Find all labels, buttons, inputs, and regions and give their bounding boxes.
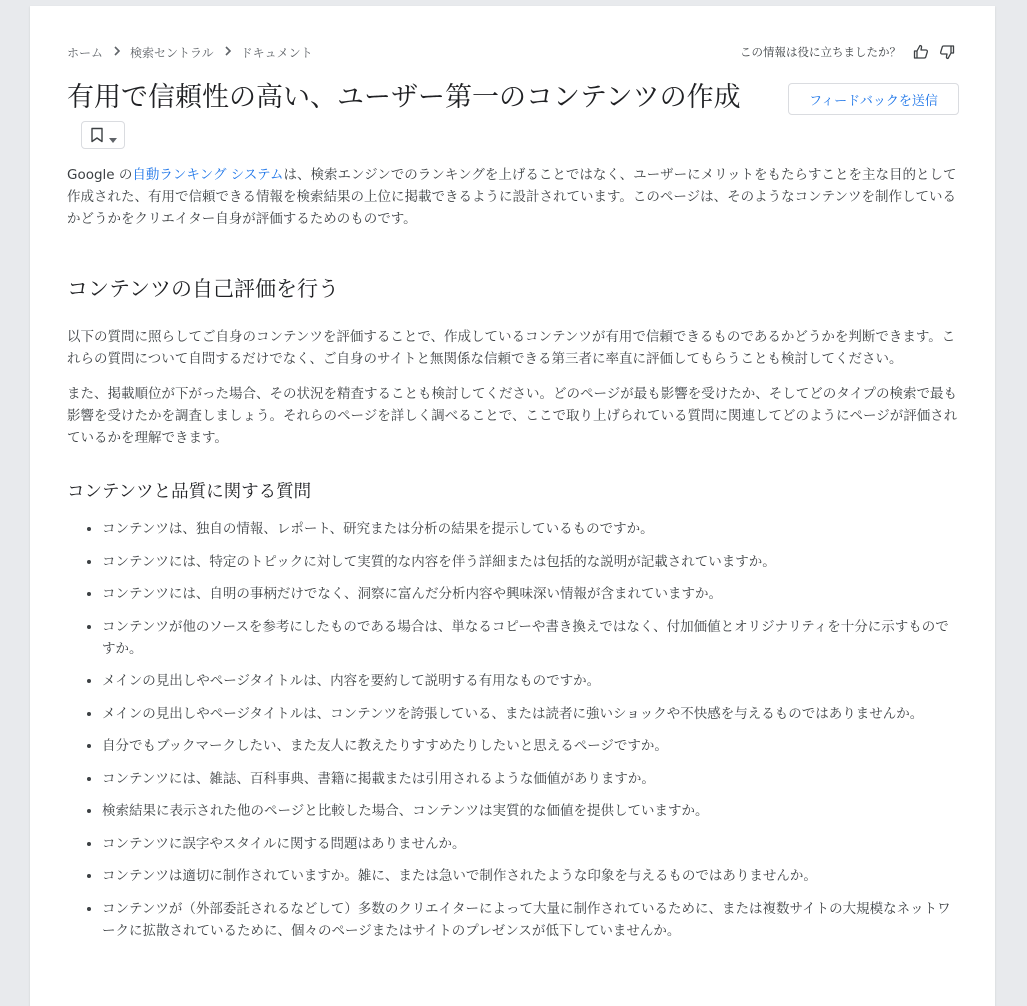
list-item: • メインの見出しやページタイトルは、コンテンツを誇張している、または読者に強いショックや不快感を与えるものではありませんか。 — [102, 703, 960, 725]
list-item: • コンテンツは適切に制作されていますか。雑に、または急いで制作されたような印象を与えるものではありませんか。 — [102, 865, 960, 887]
top-bar — [67, 44, 955, 68]
section-heading-content-quality: コンテンツと品質に関する質問 — [67, 482, 312, 502]
list-item: • コンテンツには、特定のトピックに対して実質的な内容を伴う詳細または包括的な説明が記載されていますか。 — [102, 551, 960, 573]
list-item: • コンテンツには、雑誌、百科事典、書籍に掲載または引用されるような価値がありますか。 — [102, 768, 960, 790]
chevron-right-icon — [113, 45, 121, 60]
ranking-systems-link[interactable]: 自動ランキング システム — [132, 167, 284, 183]
article-card — [30, 6, 995, 1006]
list-item: • コンテンツが（外部委託されるなどして）多数のクリエイターによって大量に制作されているために、または複数サイトの大規模なネットワークに拡散されているために、個々のページまたはサイトのプレゼンスが低下していませんか。 — [102, 898, 960, 942]
bookmark-button[interactable] — [81, 121, 125, 149]
list-item: • コンテンツに誤字やスタイルに関する問題はありませんか。 — [102, 833, 960, 855]
thumb-up-icon[interactable] — [913, 44, 929, 60]
section1-paragraph: 以下の質問に照らしてご自身のコンテンツを評価することで、作成しているコンテンツが有用で信頼できるものであるかどうかを判断できます。これらの質問について自問するだけでなく、ご自身のサイトと無関係な信頼できる第三者に率直に評価してもらうことも検討してください。 — [67, 329, 956, 367]
quality-questions-list — [67, 518, 960, 942]
breadcrumb-home[interactable]: ホーム — [67, 46, 104, 60]
thumb-down-icon[interactable] — [939, 44, 955, 60]
intro-prefix: Google の — [67, 167, 133, 183]
intro-paragraph — [67, 164, 960, 230]
page-title-text: 有用で信頼性の高い、ユーザー第一のコンテンツの作成 — [67, 82, 741, 113]
bookmark-icon — [90, 115, 104, 154]
list-item: • コンテンツは、独自の情報、レポート、研究または分析の結果を提示しているものですか。 — [102, 518, 960, 540]
caret-down-icon — [109, 115, 117, 154]
breadcrumb-search-central[interactable]: 検索セントラル — [130, 46, 214, 60]
section1-paragraph: また、掲載順位が下がった場合、その状況を精査することも検討してください。どのページが最も影響を受けたか、そしてどのタイプの検索で最も影響を受けたかを調査しましょう。それらのページを詳しく調べることで、ここで取り上げられている質問に関連してどのようにページが評価されているかを理解できます。 — [67, 386, 958, 446]
breadcrumb — [67, 44, 313, 61]
list-item: • 自分でもブックマークしたい、また友人に教えたりすすめたりしたいと思えるページですか。 — [102, 735, 960, 757]
send-feedback-button[interactable]: フィードバックを送信 — [788, 83, 959, 115]
breadcrumb-documents[interactable]: ドキュメント — [240, 46, 313, 60]
section-heading-self-assessment: コンテンツの自己評価を行う — [67, 277, 339, 301]
chevron-right-icon — [224, 45, 232, 60]
list-item: • メインの見出しやページタイトルは、内容を要約して説明する有用なものですか。 — [102, 670, 960, 692]
intro-suffix: は、検索エンジンでのランキングを上げることではなく、ユーザーにメリットをもたらすことを主な目的として作成された、有用で信頼できる情報を検索結果の上位に掲載できるように設計されています。このページは、そのようなコンテンツを制作しているかどうかをクリエイター自身が評価するためのものです。 — [67, 167, 957, 227]
list-item: • 検索結果に表示された他のページと比較した場合、コンテンツは実質的な価値を提供していますか。 — [102, 800, 960, 822]
list-item: • コンテンツが他のソースを参考にしたものである場合は、単なるコピーや書き換えではなく、付加価値とオリジナリティを十分に示すものですか。 — [102, 616, 960, 660]
list-item: • コンテンツには、自明の事柄だけでなく、洞察に富んだ分析内容や興味深い情報が含まれていますか。 — [102, 583, 960, 605]
page-title — [67, 78, 777, 156]
article-body — [67, 164, 960, 952]
helpfulness-question: この情報は役に立ちましたか？ — [740, 45, 901, 59]
helpfulness-prompt — [740, 44, 955, 60]
